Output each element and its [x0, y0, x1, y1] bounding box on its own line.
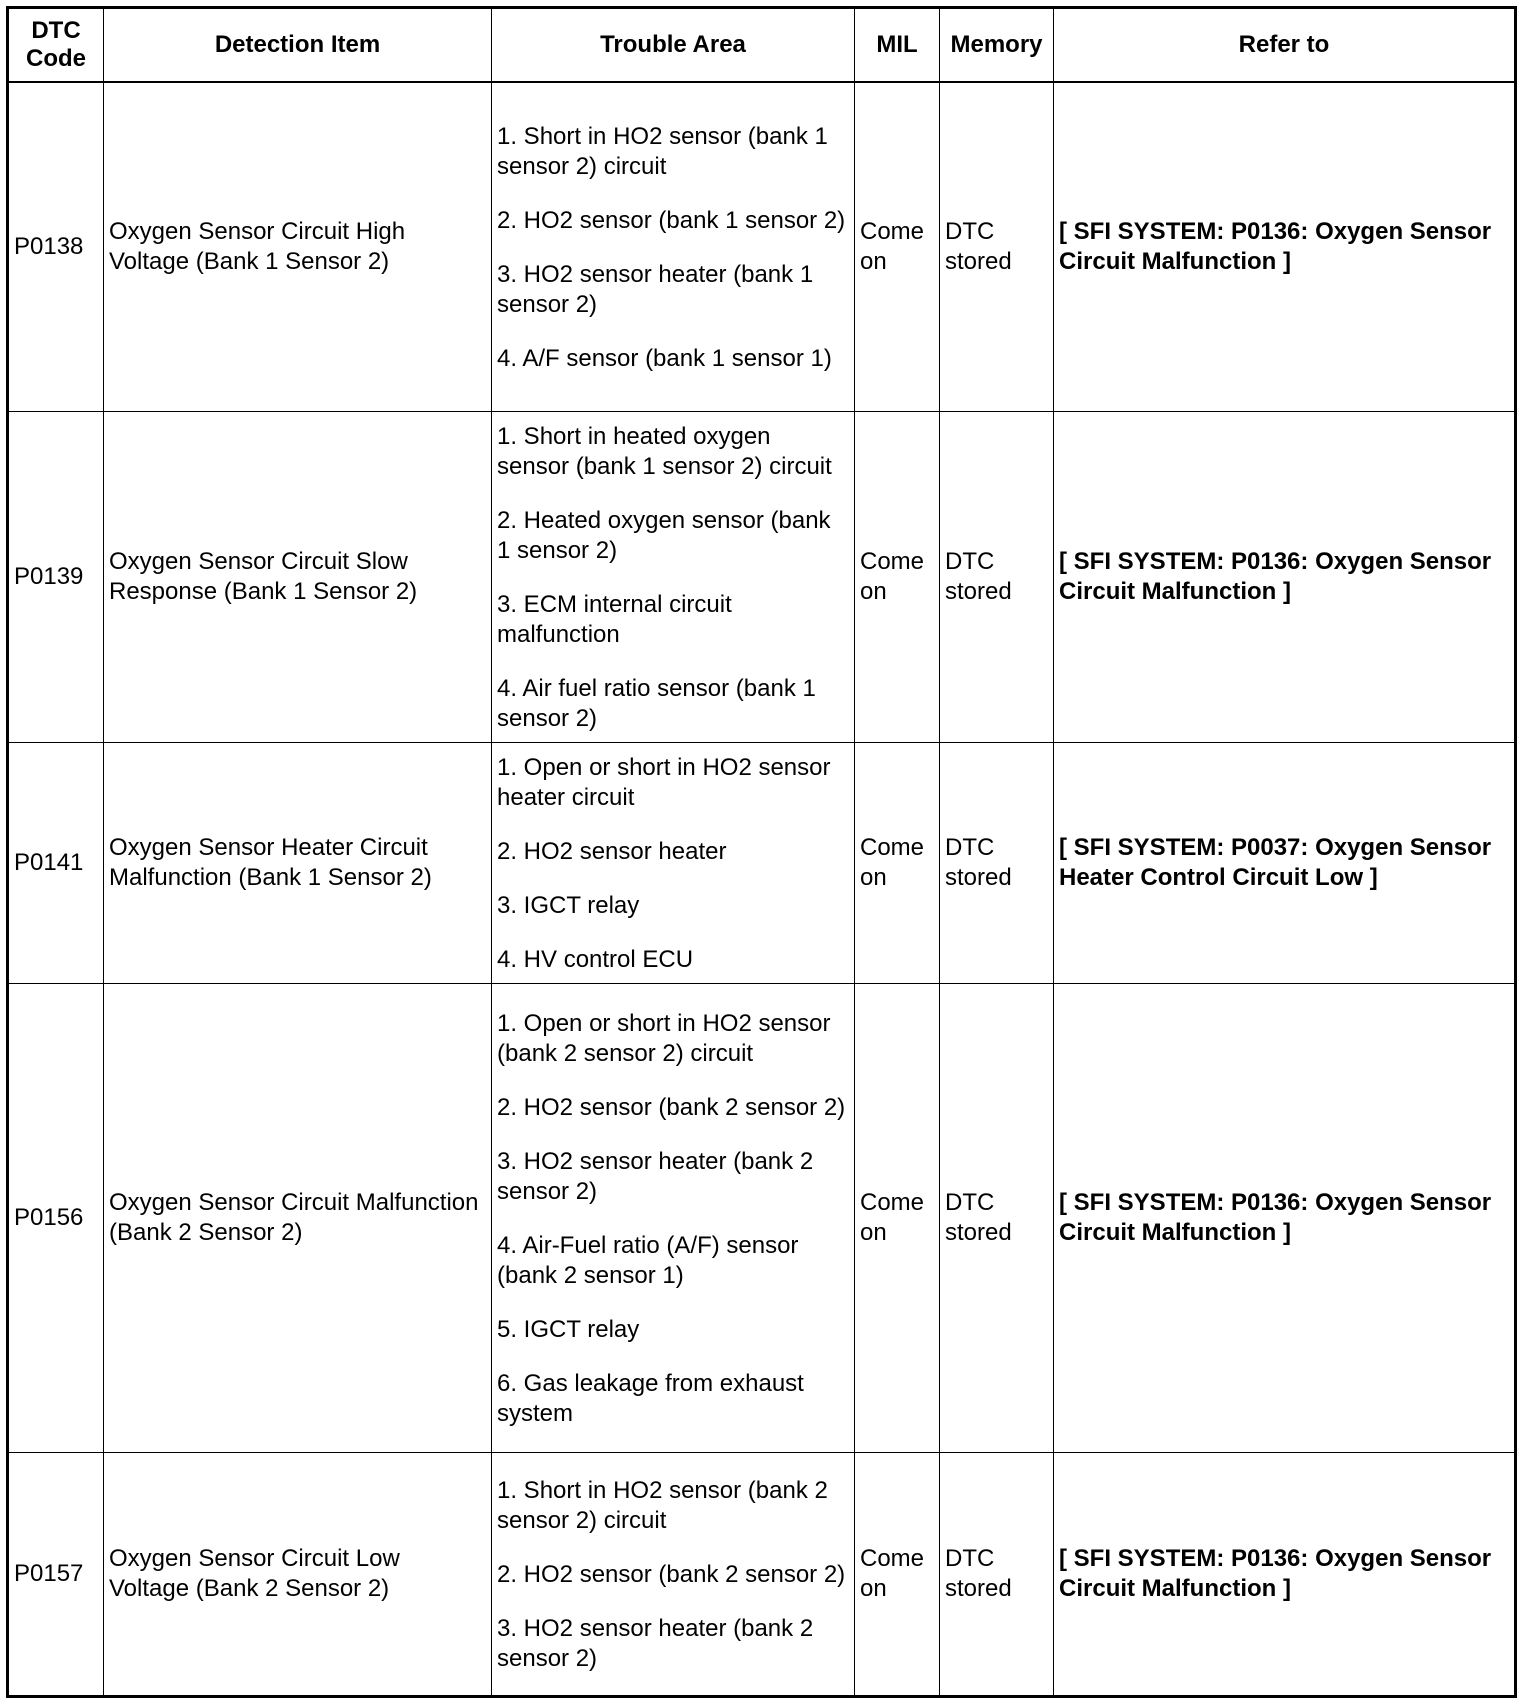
header-memory: Memory: [940, 8, 1054, 83]
table-row: [8, 984, 1516, 1453]
header-dtc-code-line1: DTC: [31, 17, 81, 44]
memory-cell: DTC stored: [940, 1453, 1054, 1697]
trouble-list: [497, 112, 849, 382]
trouble-item: 2. HO2 sensor (bank 1 sensor 2): [497, 207, 846, 234]
trouble-item: 2. Heated oxygen sensor (bank 1 sensor 2): [497, 507, 831, 564]
trouble-area-cell: [492, 743, 855, 984]
header-dtc-code-line2: Code: [26, 45, 86, 72]
dtc-code-cell: P0138: [8, 82, 104, 412]
dtc-code-cell: P0156: [8, 984, 104, 1453]
detection-item-cell: Oxygen Sensor Circuit Low Voltage (Bank 2 Sensor 2): [104, 1453, 492, 1697]
trouble-item: 3. ECM internal circuit malfunction: [497, 591, 732, 648]
header-detection-item: Detection Item: [104, 8, 492, 83]
trouble-item: 3. IGCT relay: [497, 892, 640, 919]
detection-item-cell: Oxygen Sensor Circuit High Voltage (Bank 1 Sensor 2): [104, 82, 492, 412]
trouble-item: 4. Air-Fuel ratio (A/F) sensor (bank 2 sensor 1): [497, 1232, 799, 1289]
mil-cell: Come on: [855, 412, 940, 743]
trouble-item: 6. Gas leakage from exhaust system: [497, 1370, 804, 1427]
trouble-item: 4. Air fuel ratio sensor (bank 1 sensor 2): [497, 675, 816, 732]
mil-cell: Come on: [855, 1453, 940, 1697]
refer-to-link[interactable]: [ SFI SYSTEM: P0136: Oxygen Sensor Circuit Malfunction ]: [1054, 1453, 1516, 1697]
memory-cell: DTC stored: [940, 82, 1054, 412]
trouble-item: 1. Short in HO2 sensor (bank 2 sensor 2) circuit: [497, 1477, 828, 1534]
trouble-list: [497, 999, 849, 1437]
trouble-item: 5. IGCT relay: [497, 1316, 640, 1343]
trouble-item: 2. HO2 sensor heater: [497, 838, 727, 865]
header-row: [8, 8, 1516, 83]
refer-to-link[interactable]: [ SFI SYSTEM: P0037: Oxygen Sensor Heater Control Circuit Low ]: [1054, 743, 1516, 984]
header-mil: MIL: [855, 8, 940, 83]
detection-item-cell: Oxygen Sensor Heater Circuit Malfunction (Bank 1 Sensor 2): [104, 743, 492, 984]
trouble-item: 3. HO2 sensor heater (bank 1 sensor 2): [497, 261, 814, 318]
mil-cell: Come on: [855, 743, 940, 984]
trouble-item: 4. HV control ECU: [497, 946, 694, 973]
refer-to-link[interactable]: [ SFI SYSTEM: P0136: Oxygen Sensor Circuit Malfunction ]: [1054, 984, 1516, 1453]
dtc-code-cell: P0157: [8, 1453, 104, 1697]
header-trouble-area: Trouble Area: [492, 8, 855, 83]
header-refer-to: Refer to: [1054, 8, 1516, 83]
detection-item-cell: Oxygen Sensor Circuit Malfunction (Bank 2 Sensor 2): [104, 984, 492, 1453]
dtc-code-cell: P0139: [8, 412, 104, 743]
trouble-item: 1. Short in heated oxygen sensor (bank 1 sensor 2) circuit: [497, 423, 832, 480]
dtc-code-cell: P0141: [8, 743, 104, 984]
refer-to-link[interactable]: [ SFI SYSTEM: P0136: Oxygen Sensor Circuit Malfunction ]: [1054, 412, 1516, 743]
trouble-item: 2. HO2 sensor (bank 2 sensor 2): [497, 1094, 846, 1121]
trouble-list: [497, 743, 849, 983]
trouble-area-cell: [492, 984, 855, 1453]
trouble-item: 1. Open or short in HO2 sensor heater circuit: [497, 754, 831, 811]
mil-cell: Come on: [855, 82, 940, 412]
trouble-item: 2. HO2 sensor (bank 2 sensor 2): [497, 1561, 846, 1588]
memory-cell: DTC stored: [940, 984, 1054, 1453]
memory-cell: DTC stored: [940, 743, 1054, 984]
table-row: [8, 1453, 1516, 1697]
dtc-table: [6, 6, 1517, 1698]
table-row: [8, 743, 1516, 984]
mil-cell: Come on: [855, 984, 940, 1453]
trouble-list: [497, 1466, 849, 1682]
trouble-area-cell: [492, 412, 855, 743]
trouble-item: 1. Open or short in HO2 sensor (bank 2 sensor 2) circuit: [497, 1010, 831, 1067]
trouble-area-cell: [492, 1453, 855, 1697]
trouble-item: 1. Short in HO2 sensor (bank 1 sensor 2) circuit: [497, 123, 828, 180]
table-row: [8, 82, 1516, 412]
memory-cell: DTC stored: [940, 412, 1054, 743]
trouble-item: 3. HO2 sensor heater (bank 2 sensor 2): [497, 1148, 814, 1205]
trouble-area-cell: [492, 82, 855, 412]
header-dtc-code: [8, 8, 104, 83]
table-row: [8, 412, 1516, 743]
trouble-item: 4. A/F sensor (bank 1 sensor 1): [497, 345, 832, 372]
trouble-item: 3. HO2 sensor heater (bank 2 sensor 2): [497, 1615, 814, 1672]
detection-item-cell: Oxygen Sensor Circuit Slow Response (Bank 1 Sensor 2): [104, 412, 492, 743]
refer-to-link[interactable]: [ SFI SYSTEM: P0136: Oxygen Sensor Circuit Malfunction ]: [1054, 82, 1516, 412]
trouble-list: [497, 412, 849, 742]
